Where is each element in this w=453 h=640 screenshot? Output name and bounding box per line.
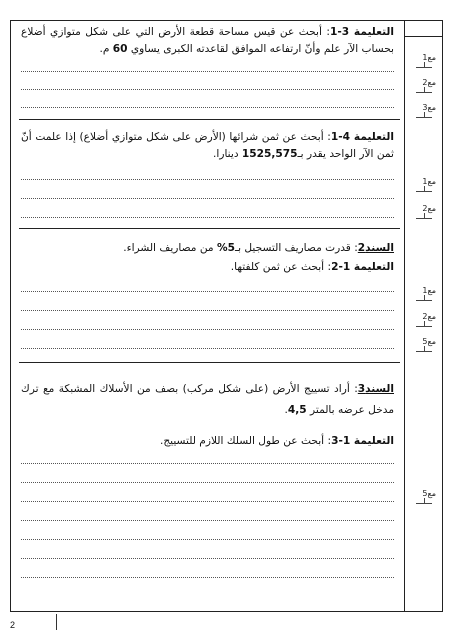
- score-box: [416, 295, 432, 301]
- answer-line[interactable]: [21, 89, 394, 90]
- score-box: [416, 213, 432, 219]
- height-value: 60: [112, 43, 128, 55]
- unit-text: دينارا.: [213, 148, 242, 160]
- section-divider: [19, 119, 400, 120]
- answer-line[interactable]: [21, 179, 394, 180]
- answer-line[interactable]: [21, 463, 394, 464]
- criterion-mark: [406, 286, 436, 301]
- support-text: : أراد تسييج الأرض (على شكل مركب) بصف من الأسلاك المشبكة مع ترك مدخل عرضه بالمتر: [21, 383, 394, 416]
- answer-line[interactable]: [21, 329, 394, 330]
- price-value: 1525,575: [241, 148, 298, 160]
- score-box: [416, 498, 432, 504]
- unit-text: .: [284, 404, 288, 416]
- criterion-label: مع5: [422, 337, 436, 346]
- score-box: [416, 112, 432, 118]
- answer-line[interactable]: [21, 71, 394, 72]
- answer-line[interactable]: [21, 520, 394, 521]
- criterion-label: مع3: [422, 103, 436, 112]
- support-label: السند3: [357, 383, 394, 395]
- section-divider: [19, 228, 400, 229]
- criterion-label: مع2: [422, 204, 436, 213]
- section-divider: [19, 362, 400, 363]
- instruction-3-1: [21, 24, 394, 58]
- score-box: [416, 346, 432, 352]
- instruction-text: : أبحث عن طول السلك اللازم للتسييج.: [159, 435, 332, 447]
- criterion-label: مع1: [422, 286, 436, 295]
- criterion-mark: [406, 312, 436, 327]
- margin-divider: [405, 36, 442, 37]
- answer-line[interactable]: [21, 107, 394, 108]
- answer-line[interactable]: [21, 198, 394, 199]
- criterion-label: مع5: [422, 489, 436, 498]
- criterion-mark: [406, 489, 436, 504]
- criterion-label: مع2: [422, 312, 436, 321]
- instruction-1-3: [21, 433, 394, 450]
- worksheet-content: [19, 21, 400, 611]
- answer-line[interactable]: [21, 501, 394, 502]
- criterion-mark: [406, 103, 436, 118]
- criterion-mark: [406, 204, 436, 219]
- answer-line[interactable]: [21, 291, 394, 292]
- instruction-text: : أبحث عن ثمن شرائها (الأرض على شكل متوازي أضلاع) إذا علمت أنّ ثمن الآر الواحد يقدر بـ: [21, 131, 394, 160]
- answer-line[interactable]: [21, 558, 394, 559]
- answer-line[interactable]: [21, 310, 394, 311]
- support-text: من مصاريف الشراء.: [123, 242, 217, 254]
- support-label: السند2: [357, 242, 394, 254]
- page-frame: [10, 20, 443, 612]
- answer-line[interactable]: [21, 217, 394, 218]
- instruction-label: التعليمة 1-2: [331, 261, 394, 273]
- criterion-mark: [406, 337, 436, 352]
- instruction-text: : أبحث عن ثمن كلفتها.: [230, 261, 332, 273]
- instruction-1-2: [21, 259, 394, 276]
- footer-divider: [56, 614, 57, 630]
- criterion-mark: [406, 177, 436, 192]
- support-2: [21, 240, 394, 257]
- criterion-label: مع1: [422, 177, 436, 186]
- grading-margin-column: [404, 21, 442, 611]
- score-box: [416, 87, 432, 93]
- criterion-label: مع2: [422, 78, 436, 87]
- unit-text: م.: [99, 43, 113, 55]
- criterion-label: مع1: [422, 53, 436, 62]
- instruction-label: التعليمة 3-1: [329, 26, 395, 38]
- answer-line[interactable]: [21, 348, 394, 349]
- page-number: 2: [10, 620, 16, 630]
- score-box: [416, 62, 432, 68]
- criterion-mark: [406, 78, 436, 93]
- fee-percent: 5%: [216, 242, 235, 254]
- support-3: [21, 379, 394, 421]
- answer-line[interactable]: [21, 539, 394, 540]
- answer-line[interactable]: [21, 577, 394, 578]
- instruction-label: التعليمة 1-3: [331, 435, 394, 447]
- criterion-mark: [406, 53, 436, 68]
- entrance-width-value: 4,5: [287, 404, 307, 416]
- instruction-4-1: [21, 129, 394, 163]
- answer-line[interactable]: [21, 482, 394, 483]
- score-box: [416, 321, 432, 327]
- instruction-text: : أبحث عن قيس مساحة قطعة الأرض التي على شكل متوازي أضلاع بحساب الآر علم وأنّ ارتفاعه الموافق لقاعدته الكبرى يساوي: [21, 26, 394, 55]
- score-box: [416, 186, 432, 192]
- support-text: : قدرت مصاريف التسجيل بـ: [234, 242, 358, 254]
- instruction-label: التعليمة 4-1: [330, 131, 394, 143]
